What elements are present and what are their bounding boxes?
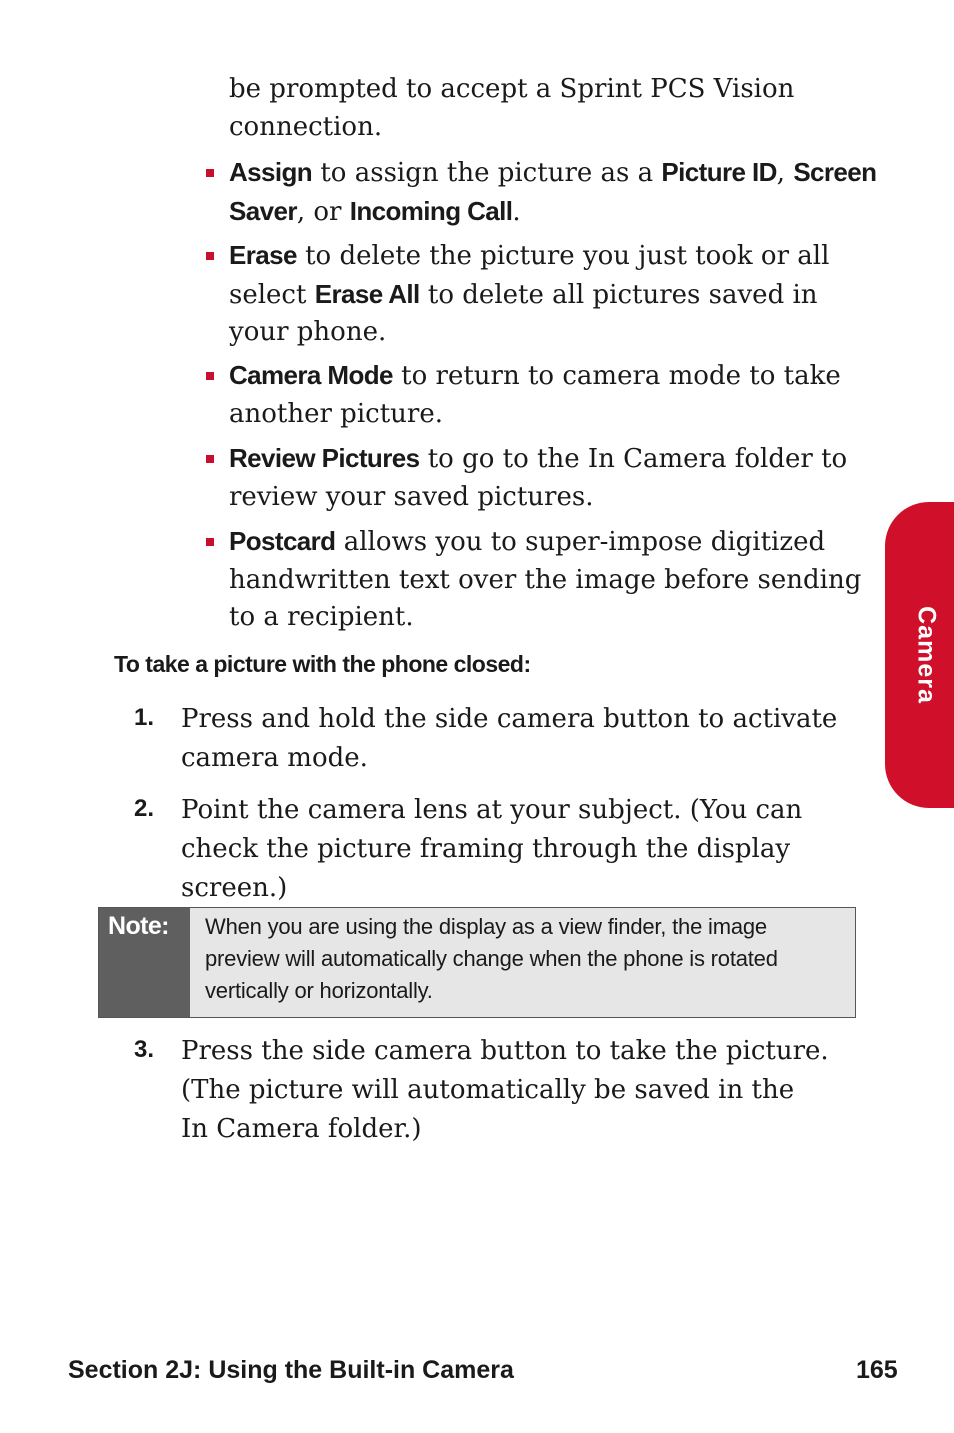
section-tab-label: Camera xyxy=(912,606,941,704)
step-text xyxy=(181,1032,881,1149)
keyword-assign: Assign xyxy=(229,157,313,187)
separator: , xyxy=(776,158,794,188)
period: . xyxy=(512,196,521,227)
procedure-heading: To take a picture with the phone closed: xyxy=(114,651,531,677)
bullet-marker xyxy=(206,252,214,260)
bullet-marker xyxy=(206,169,214,177)
note-label-cell xyxy=(99,908,190,1017)
page-number: 165 xyxy=(856,1356,898,1384)
step-text-line: Press the side camera button to take the picture. xyxy=(181,1036,829,1066)
step-number: 3. xyxy=(134,1036,155,1063)
bullet-postcard-text: allows you to super-impose digitized handwritten text over the image before sending to a recipient. xyxy=(229,527,862,632)
keyword-erase-all: Erase All xyxy=(314,278,420,309)
bullet-camera-mode-text: to return to camera mode to take another picture. xyxy=(229,361,841,429)
keyword-camera-mode: Camera Mode xyxy=(229,360,393,390)
bullet-erase-text: to delete the picture you just took or all select xyxy=(229,241,830,310)
bullet-camera-mode xyxy=(229,357,879,433)
bullet-assign-text: to assign the picture as a xyxy=(312,158,662,188)
bullet-assign xyxy=(229,154,879,231)
bullet-review-pictures xyxy=(229,440,879,516)
keyword-picture-id: Picture ID xyxy=(661,157,777,187)
keyword-postcard: Postcard xyxy=(229,526,336,556)
keyword-incoming-call: Incoming Call xyxy=(349,195,513,226)
step-text-line: In Camera folder.) xyxy=(181,1114,422,1144)
keyword-review-pictures: Review Pictures xyxy=(229,443,420,473)
note-box xyxy=(98,907,856,1018)
step-text-line: (The picture will automatically be saved in the xyxy=(181,1075,795,1105)
separator: , or xyxy=(296,196,350,227)
bullet-review-text: to go to the In Camera folder to review your saved pictures. xyxy=(229,444,848,512)
bullet-marker xyxy=(206,538,214,546)
footer-section-title: Section 2J: Using the Built-in Camera xyxy=(68,1356,514,1384)
keyword-screen-saver: Screen Saver xyxy=(229,157,877,226)
step-number: 1. xyxy=(134,704,155,731)
bullet-marker xyxy=(206,372,214,380)
keyword-erase: Erase xyxy=(229,240,297,270)
step-text: Point the camera lens at your subject. (You can check the picture framing through the display screen.) xyxy=(181,795,803,903)
note-text: When you are using the display as a view finder, the image preview will automatically change when the phone is rotated vertically or horizontally. xyxy=(205,914,778,1003)
step-number: 2. xyxy=(134,795,155,822)
step-text: Press and hold the side camera button to activate camera mode. xyxy=(181,704,838,773)
bullet-postcard xyxy=(229,523,879,637)
bullet-erase-text-2: to delete all pictures saved in your phone. xyxy=(229,279,818,347)
note-label: Note: xyxy=(108,912,169,940)
bullet-erase xyxy=(229,237,879,352)
bullet-marker xyxy=(206,455,214,463)
intro-continuation: be prompted to accept a Sprint PCS Vision connection. xyxy=(229,74,795,142)
